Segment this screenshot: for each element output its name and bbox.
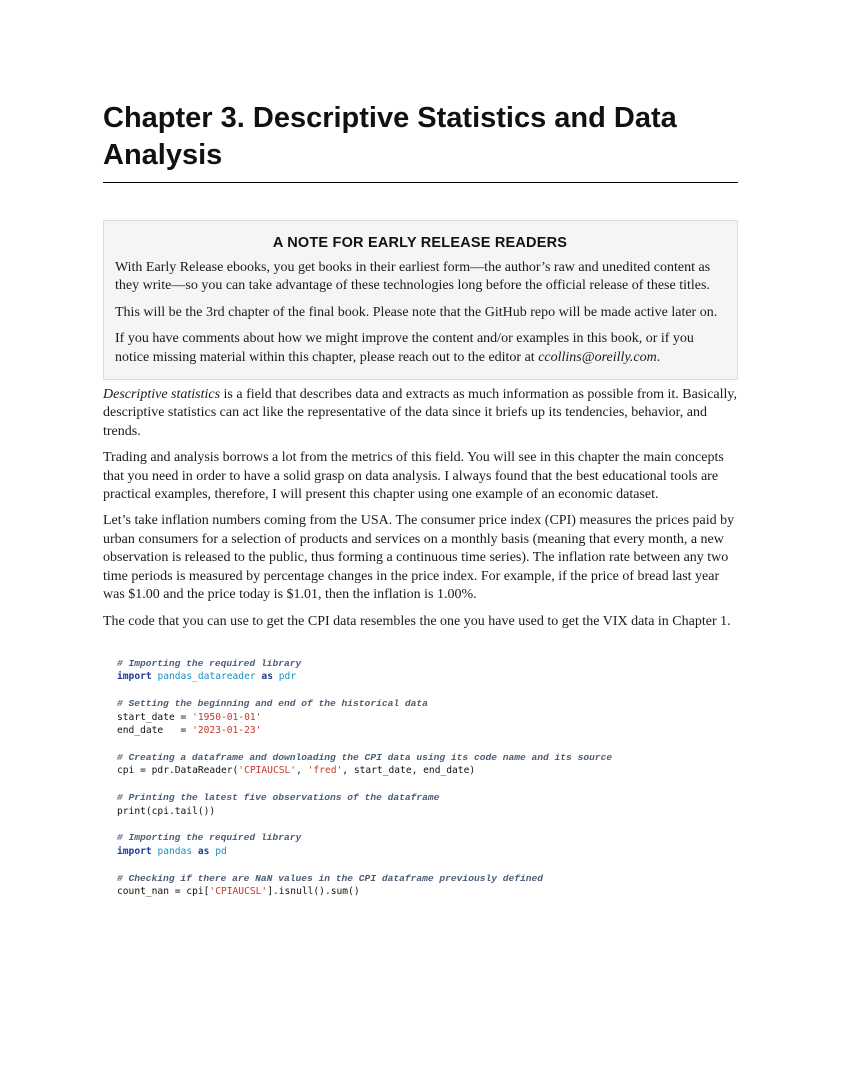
body-paragraph-2: Trading and analysis borrows a lot from the metrics of this field. You will see in this chapter the main concepts that you need in order to have a solid grasp on data analysis. I always found that the best educational tools are practical examples, therefore, I will present this chapter using one example of an economic dataset. [103, 450, 724, 503]
code-string: '1950-01-01' [192, 711, 262, 723]
code-comment: # Setting the beginning and end of the historical data [117, 698, 428, 710]
code-block-datareader [117, 751, 738, 778]
document-page [103, 100, 738, 912]
note-paragraph-3 [115, 330, 725, 367]
code-comment: # Importing the required library [117, 657, 302, 669]
note-p3-text: If you have comments about how we might improve the content and/or examples in this book, or if you notice missing material within this chapter, please reach out to the editor at [115, 331, 694, 365]
editor-email-link[interactable]: ccollins@oreilly.com [538, 349, 657, 365]
code-string: 'fred' [307, 765, 343, 777]
code-block-dates [117, 697, 738, 737]
code-keyword: import [117, 671, 152, 683]
code-block-print [117, 791, 738, 818]
code-string: '2023-01-23' [192, 724, 262, 736]
code-keyword: import [117, 845, 152, 857]
chapter-title-line1: Chapter 3. Descriptive Statistics and Data [103, 102, 677, 134]
code-string: 'CPIAUCSL' [209, 886, 268, 898]
code-block-import-pdr [117, 657, 738, 684]
code-block-count-nan [117, 872, 738, 899]
code-text: start_date = [117, 711, 193, 723]
note-paragraph-1: With Early Release ebooks, you get books in their earliest form—the author’s raw and unedited content as they write—so you can take advantage of these technologies long before the official release of these titles. [115, 260, 711, 294]
note-paragraph-2: This will be the 3rd chapter of the final book. Please note that the GitHub repo will be made active later on. [115, 304, 718, 320]
code-text: count_nan = cpi[ [117, 886, 210, 898]
code-text: , start_date, end_date) [342, 765, 476, 777]
code-block-import-pd [117, 831, 738, 858]
code-comment: # Importing the required library [117, 832, 302, 844]
code-alias: pd [215, 845, 227, 857]
body-paragraph-4: The code that you can use to get the CPI data resembles the one you have used to get the VIX data in Chapter 1. [103, 613, 731, 629]
code-text: , [296, 765, 308, 777]
early-release-note [103, 220, 738, 380]
code-module: pandas_datareader [157, 671, 256, 683]
code-text: ].isnull().sum() [267, 886, 360, 898]
code-keyword: as [197, 845, 210, 857]
code-keyword: as [261, 671, 273, 683]
chapter-body [103, 386, 738, 631]
chapter-title [103, 100, 738, 183]
code-text: cpi = pdr.DataReader( [117, 765, 239, 777]
code-text: print(cpi.tail()) [117, 805, 216, 817]
code-comment: # Creating a dataframe and downloading the CPI data using its code name and its source [117, 751, 613, 763]
code-alias: pdr [278, 671, 297, 683]
code-comment: # Checking if there are NaN values in the CPI dataframe previously defined [117, 872, 544, 884]
chapter-title-line2: Analysis [103, 139, 223, 171]
body-p1-text: is a field that describes data and extracts as much information as possible from it. Basically, descriptive statistics can act like the representative of the data since it briefs up its tendencies, behavior, and trends. [103, 387, 737, 439]
code-module: pandas [157, 845, 193, 857]
code-listing [103, 657, 738, 899]
code-string: 'CPIAUCSL' [238, 765, 297, 777]
note-p3-end: . [656, 349, 661, 365]
code-text: end_date = [117, 724, 193, 736]
note-heading: A NOTE FOR EARLY RELEASE READERS [272, 235, 568, 251]
code-comment: # Printing the latest five observations of the dataframe [117, 792, 440, 804]
term-descriptive-statistics: Descriptive statistics [103, 387, 221, 403]
body-paragraph-1 [103, 386, 738, 441]
body-paragraph-3: Let’s take inflation numbers coming from the USA. The consumer price index (CPI) measures the prices paid by urban consumers for a selection of products and services on a monthly basis (meaning that every month, a new observation is released to the public, thus forming a continuous time series). The inflation rate between any two time periods is measured by percentage changes in the price index. For example, if the price of bread last year was $1.00 and the price today is $1.01, then the inflation is 1.00%. [103, 513, 735, 603]
